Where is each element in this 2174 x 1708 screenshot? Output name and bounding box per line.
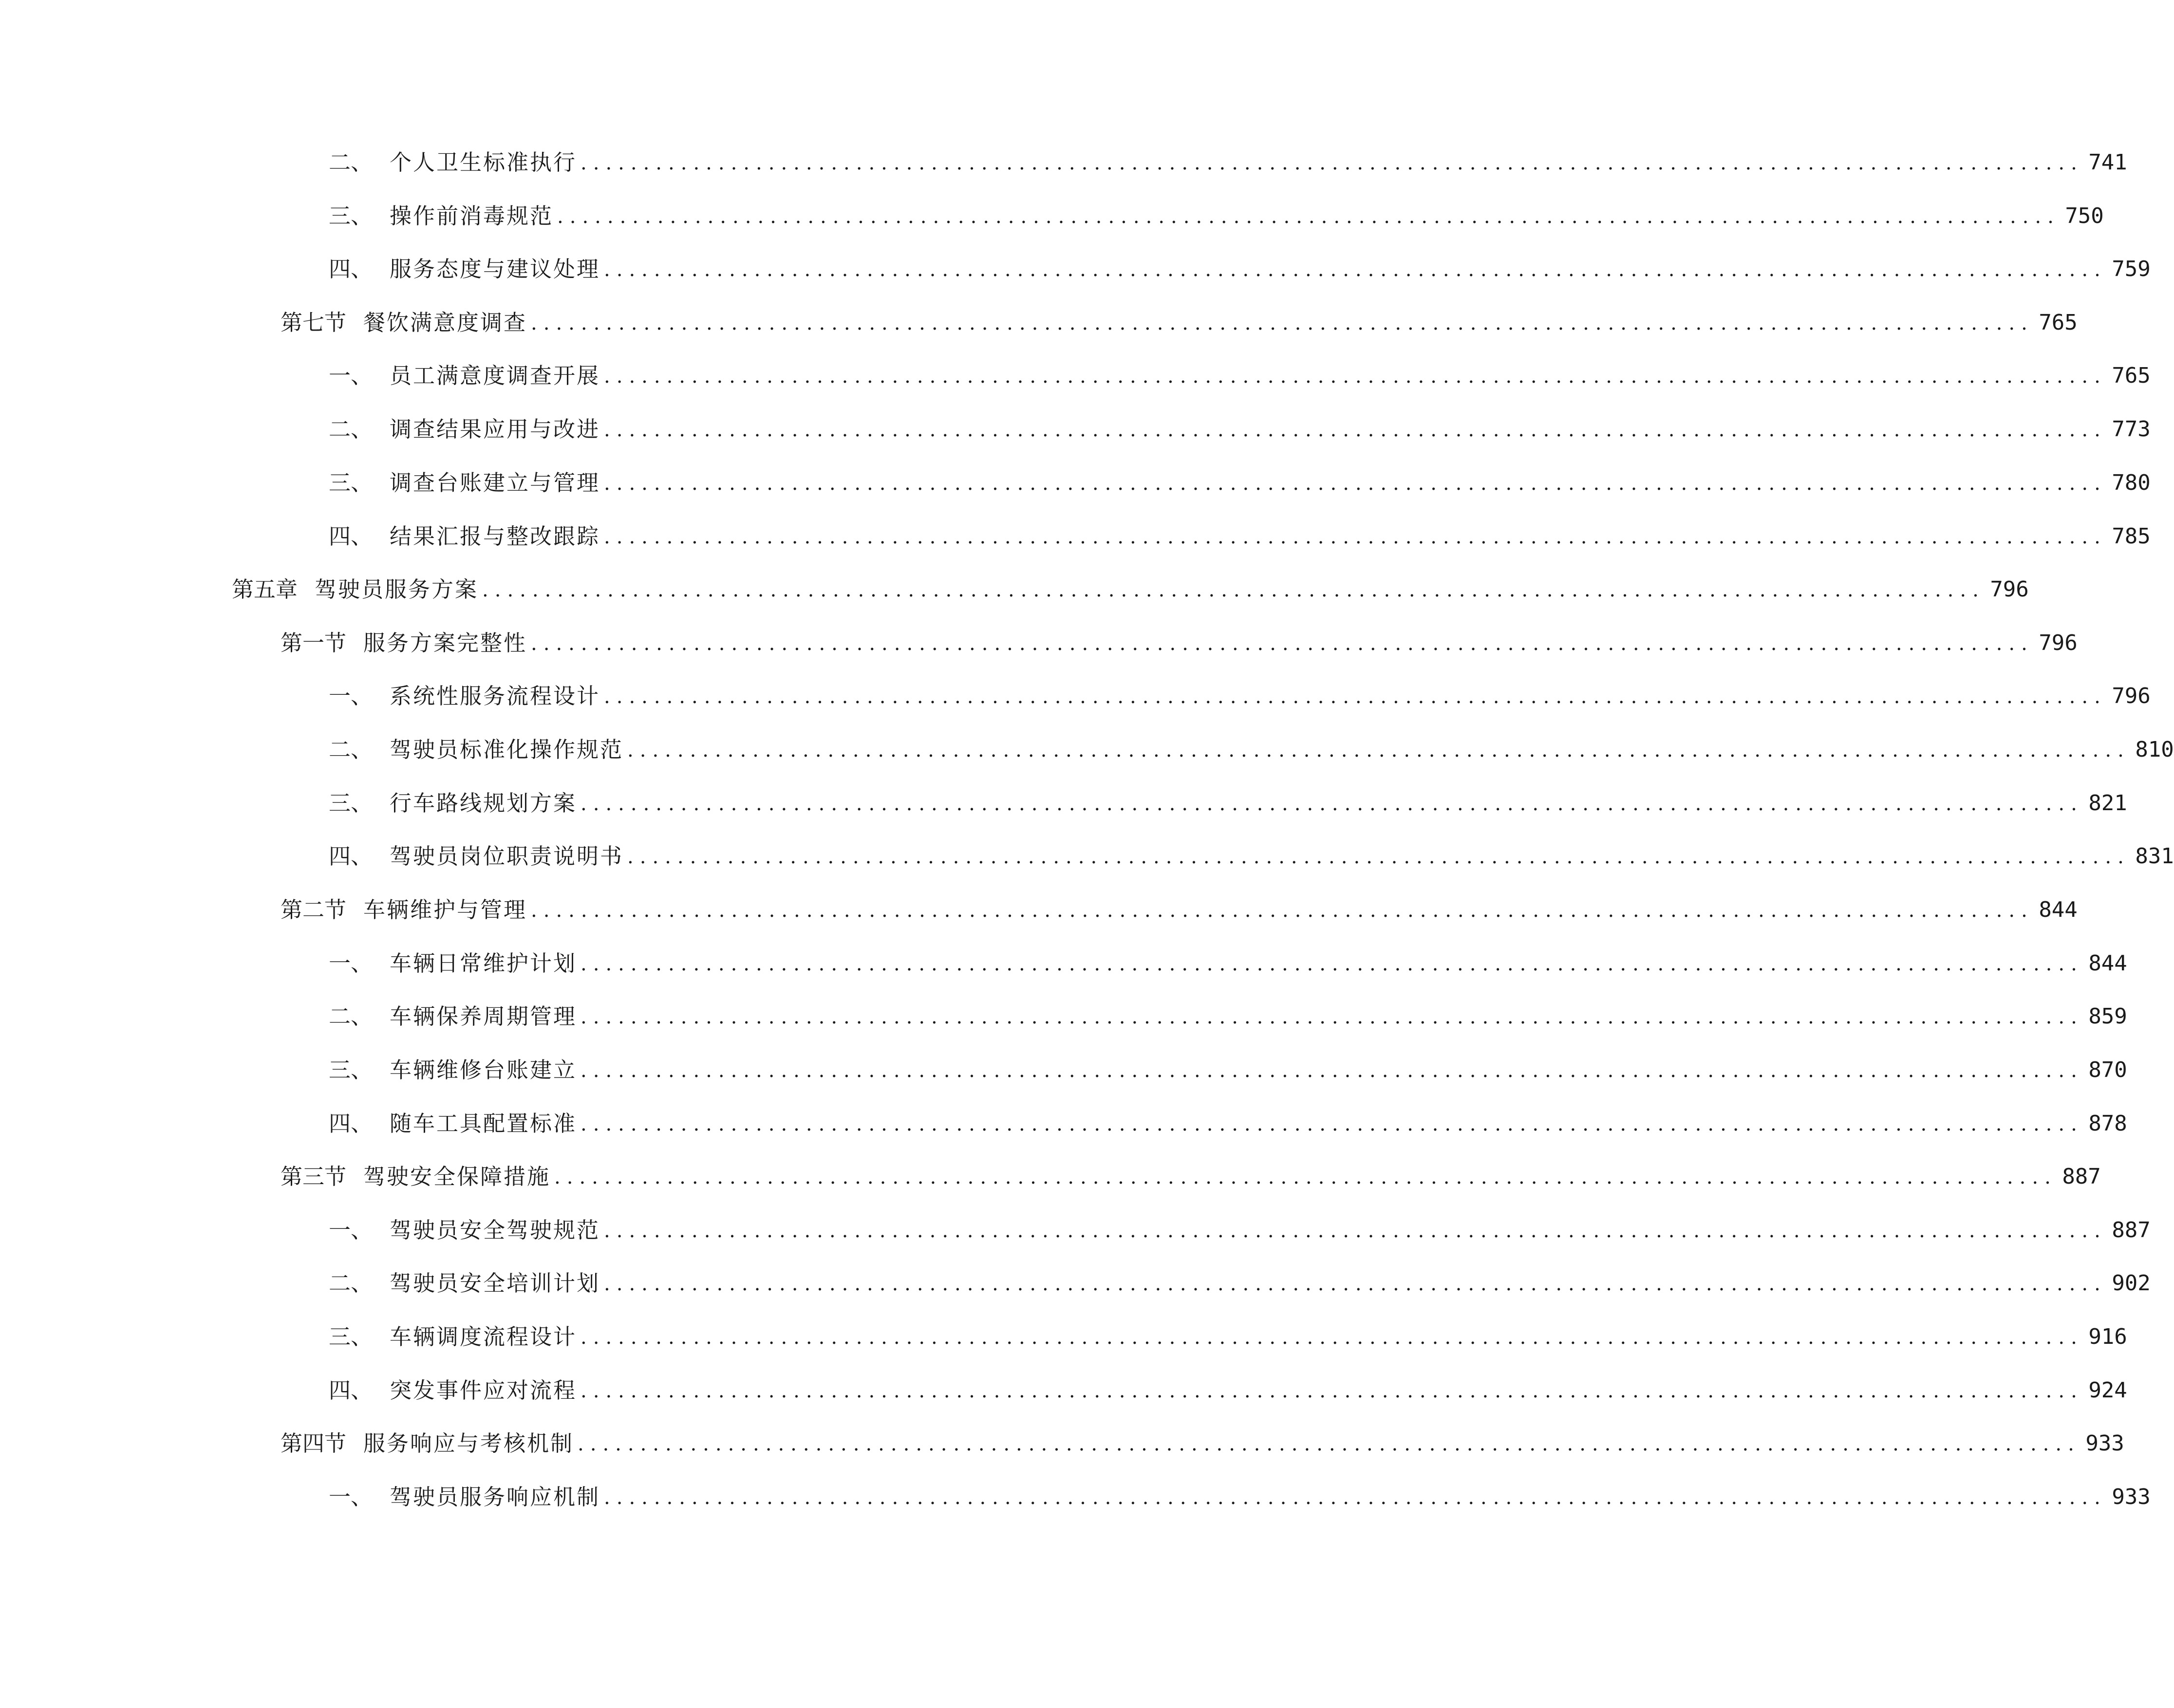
toc-entry[interactable] [329,1318,2127,1356]
dot-leader: ........................................................................................................................ [627,846,2130,868]
toc-entry[interactable] [329,143,2127,182]
dot-leader: ........................................................................................................................ [627,739,2130,761]
entry-number: 三、 [329,203,373,229]
entry-number: 二、 [329,149,373,175]
entry-page-number: 844 [2039,897,2078,922]
entry-number: 四、 [329,1377,373,1403]
entry-number: 一、 [329,1484,373,1510]
dot-leader: ........................................................................................................................ [581,1059,2083,1082]
entry-page-number: 785 [2112,524,2151,549]
dot-leader: ........................................................................................................................ [604,686,2107,708]
entry-page-number: 765 [2039,310,2078,335]
entry-number: 第五章 [232,576,298,602]
dot-leader: ........................................................................................................................ [581,152,2083,174]
entry-number: 四、 [329,256,373,282]
entry-number: 三、 [329,1057,373,1083]
entry-number: 一、 [329,1217,373,1243]
dot-leader: ........................................................................................................................ [604,1220,2107,1242]
entry-title: 系统性服务流程设计 [390,683,600,709]
dot-leader: ........................................................................................................................ [581,793,2083,815]
entry-number: 一、 [329,950,373,976]
entry-title: 车辆日常维护计划 [390,950,577,976]
entry-page-number: 859 [2088,1004,2127,1029]
entry-title: 驾驶员标准化操作规范 [390,737,624,762]
entry-title: 驾驶员安全驾驶规范 [390,1217,600,1243]
dot-leader: ........................................................................................................................ [581,1113,2083,1135]
entry-page-number: 831 [2135,844,2174,869]
entry-page-number: 887 [2062,1164,2101,1189]
entry-number: 第四节 [281,1430,347,1456]
entry-title: 调查台账建立与管理 [390,470,600,496]
entry-page-number: 933 [2112,1485,2151,1509]
dot-leader: ........................................................................................................................ [604,1486,2107,1509]
entry-number: 第七节 [281,310,347,335]
dot-leader: ........................................................................................................................ [581,1326,2083,1349]
toc-entry[interactable] [329,677,2151,716]
entry-number: 二、 [329,1003,373,1029]
toc-entry[interactable] [329,1211,2151,1250]
entry-page-number: 741 [2088,150,2127,175]
entry-page-number: 821 [2088,791,2127,816]
dot-leader: ........................................................................................................................ [557,205,2060,228]
entry-title: 车辆调度流程设计 [390,1324,577,1350]
entry-title: 服务响应与考核机制 [363,1430,574,1456]
dot-leader: ........................................................................................................................ [581,1380,2083,1402]
toc-entry[interactable] [329,250,2151,289]
toc-entry[interactable] [329,837,2174,876]
entry-title: 突发事件应对流程 [390,1377,577,1403]
entry-page-number: 916 [2088,1324,2127,1349]
dot-leader: ........................................................................................................................ [604,419,2107,441]
entry-number: 二、 [329,737,373,762]
entry-title: 操作前消毒规范 [390,203,554,229]
entry-page-number: 878 [2088,1111,2127,1136]
entry-title: 驾驶员服务响应机制 [390,1484,600,1510]
entry-title: 个人卫生标准执行 [390,149,577,175]
entry-title: 驾驶安全保障措施 [363,1164,551,1189]
entry-page-number: 933 [2085,1431,2124,1456]
entry-number: 三、 [329,790,373,816]
toc-entry-section[interactable] [281,303,2078,342]
entry-title: 车辆维修台账建立 [390,1057,577,1083]
entry-title: 员工满意度调查开展 [390,363,600,389]
entry-number: 四、 [329,843,373,869]
toc-entry-chapter[interactable] [232,570,2029,609]
entry-page-number: 780 [2112,470,2151,495]
toc-entry[interactable] [329,1478,2151,1517]
toc-entry[interactable] [329,1051,2127,1090]
entry-page-number: 773 [2112,417,2151,442]
dot-leader: ........................................................................................................................ [554,1166,2057,1188]
entry-page-number: 765 [2112,363,2151,388]
entry-page-number: 796 [1990,577,2029,602]
entry-title: 车辆保养周期管理 [390,1003,577,1029]
toc-entry[interactable] [329,944,2127,983]
toc-entry-section[interactable] [281,1157,2101,1196]
dot-leader: ........................................................................................................................ [604,526,2107,548]
entry-title: 驾驶员岗位职责说明书 [390,843,624,869]
entry-page-number: 902 [2112,1271,2151,1296]
entry-number: 第一节 [281,630,347,656]
dot-leader: ........................................................................................................................ [531,632,2034,655]
entry-page-number: 844 [2088,951,2127,976]
entry-title: 餐饮满意度调查 [363,310,527,335]
entry-number: 一、 [329,683,373,709]
dot-leader: ........................................................................................................................ [531,899,2034,922]
toc-entry[interactable] [329,784,2127,823]
dot-leader: ........................................................................................................................ [604,259,2107,281]
entry-number: 二、 [329,1270,373,1296]
toc-entry-section[interactable] [281,624,2078,663]
toc-entry[interactable] [329,464,2151,502]
dot-leader: ........................................................................................................................ [581,953,2083,975]
dot-leader: ........................................................................................................................ [581,1006,2083,1028]
dot-leader: ........................................................................................................................ [604,365,2107,388]
entry-page-number: 924 [2088,1378,2127,1403]
dot-leader: ........................................................................................................................ [482,579,1985,601]
toc-entry[interactable] [329,997,2127,1036]
entry-title: 随车工具配置标准 [390,1111,577,1136]
entry-title: 服务方案完整性 [363,630,527,656]
toc-entry[interactable] [329,197,2104,236]
entry-number: 第二节 [281,897,347,923]
dot-leader: ........................................................................................................................ [604,1273,2107,1295]
entry-page-number: 750 [2065,204,2104,228]
entry-number: 四、 [329,523,373,549]
entry-page-number: 810 [2135,737,2174,762]
entry-number: 二、 [329,416,373,442]
toc-entry[interactable] [329,1104,2127,1143]
entry-number: 三、 [329,470,373,496]
entry-title: 驾驶员安全培训计划 [390,1270,600,1296]
toc-entry[interactable] [329,356,2151,395]
toc-entry-section[interactable] [281,1424,2124,1463]
toc-entry-section[interactable] [281,891,2078,929]
entry-page-number: 796 [2039,631,2078,655]
entry-title: 行车路线规划方案 [390,790,577,816]
entry-title: 车辆维护与管理 [363,897,527,923]
dot-leader: ........................................................................................................................ [531,312,2034,334]
entry-number: 三、 [329,1324,373,1350]
entry-page-number: 796 [2112,684,2151,708]
entry-number: 一、 [329,363,373,389]
entry-number: 四、 [329,1111,373,1136]
entry-page-number: 870 [2088,1058,2127,1082]
entry-title: 调查结果应用与改进 [390,416,600,442]
entry-title: 结果汇报与整改跟踪 [390,523,600,549]
entry-title: 驾驶员服务方案 [315,576,479,602]
toc-entry[interactable] [329,730,2174,769]
entry-page-number: 887 [2112,1218,2151,1243]
entry-title: 服务态度与建议处理 [390,256,600,282]
entry-page-number: 759 [2112,257,2151,281]
entry-number: 第三节 [281,1164,347,1189]
toc-entry[interactable] [329,1264,2151,1303]
dot-leader: ........................................................................................................................ [604,472,2107,495]
dot-leader: ........................................................................................................................ [578,1433,2080,1455]
toc-entry[interactable] [329,410,2151,449]
toc-entry[interactable] [329,517,2151,556]
toc-entry[interactable] [329,1371,2127,1410]
